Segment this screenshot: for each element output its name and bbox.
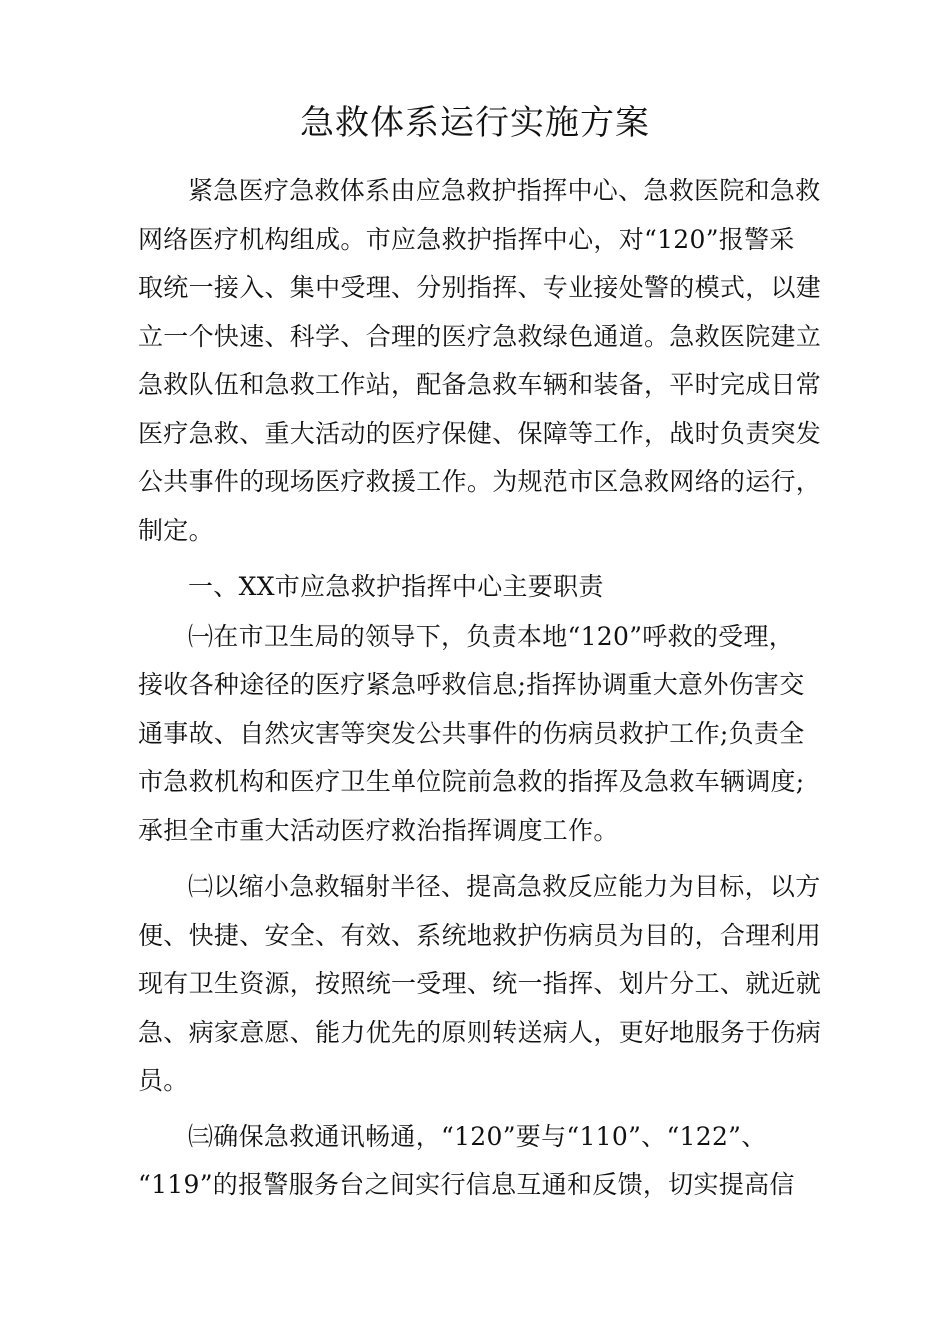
- body-line: 网络医疗机构组成。市应急救护指挥中心，对“120”报警采: [138, 225, 795, 254]
- body-line: 现有卫生资源，按照统一受理、统一指挥、划片分工、就近就: [138, 969, 822, 998]
- body-line: ㈠在市卫生局的领导下，负责本地“120”呼救的受理，: [188, 622, 795, 651]
- body-line: 医疗急救、重大活动的医疗保健、保障等工作，战时负责突发: [138, 419, 822, 448]
- body-line: 公共事件的现场医疗救援工作。为规范市区急救网络的运行，: [138, 467, 822, 496]
- body-line: 急、病家意愿、能力优先的原则转送病人，更好地服务于伤病: [138, 1018, 822, 1047]
- body-line: “119”的报警服务台之间实行信息互通和反馈，切实提高信: [138, 1170, 795, 1199]
- body-line: 市急救机构和医疗卫生单位院前急救的指挥及急救车辆调度;: [138, 767, 805, 796]
- body-line: 取统一接入、集中受理、分别指挥、专业接处警的模式，以建: [138, 273, 822, 302]
- body-line: ㈢确保急救通讯畅通，“120”要与“110”、“122”、: [188, 1122, 767, 1151]
- document-title: 急救体系运行实施方案: [300, 103, 650, 143]
- body-line: 承担全市重大活动医疗救治指挥调度工作。: [138, 816, 619, 845]
- body-line: 制定。: [138, 516, 214, 545]
- body-line: 紧急医疗急救体系由应急救护指挥中心、急救医院和急救: [188, 176, 821, 205]
- section-heading: 一、XX市应急救护指挥中心主要职责: [188, 572, 604, 601]
- body-line: 员。: [138, 1066, 189, 1095]
- body-line: 接收各种途径的医疗紧急呼救信息;指挥协调重大意外伤害交: [138, 670, 805, 699]
- body-line: ㈡以缩小急救辐射半径、提高急救反应能力为目标，以方: [188, 872, 821, 901]
- body-line: 立一个快速、科学、合理的医疗急救绿色通道。急救医院建立: [138, 322, 822, 351]
- body-line: 便、快捷、安全、有效、系统地救护伤病员为目的，合理利用: [138, 921, 822, 950]
- body-line: 急救队伍和急救工作站，配备急救车辆和装备，平时完成日常: [138, 370, 822, 399]
- body-line: 通事故、自然灾害等突发公共事件的伤病员救护工作;负责全: [138, 719, 805, 748]
